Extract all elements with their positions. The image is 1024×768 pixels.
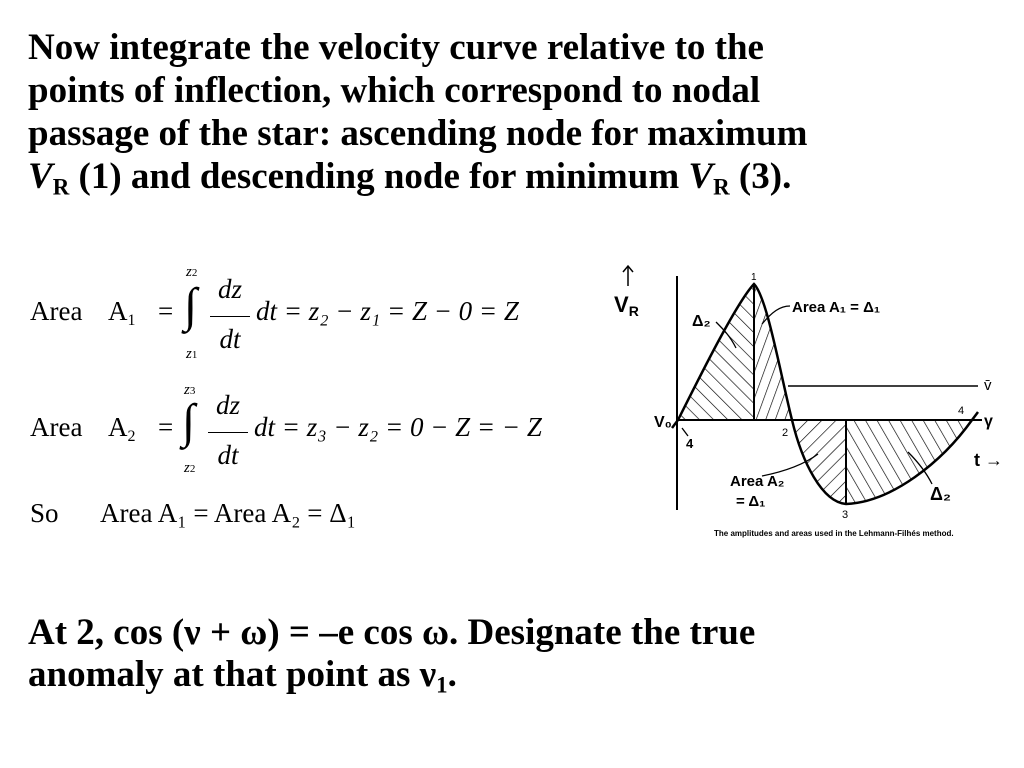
eq2-rhs: dt = z₃ − z₂ = 0 − Z = − Z — [254, 412, 542, 442]
conclusion-line-2-text: anomaly at that point as ν — [28, 654, 437, 695]
eq1-fraction — [210, 270, 250, 360]
area-a2-label-line2: = Δ₁ — [736, 493, 766, 510]
eq2-a: A — [108, 412, 128, 442]
eq1-a-sub: 1 — [127, 311, 136, 329]
eq1-a: A — [108, 296, 128, 326]
eq2-area-name — [108, 412, 136, 446]
eq2-label: Area — [30, 412, 83, 442]
vbar-label: v̄ — [984, 377, 992, 394]
point-1-label: 1 — [751, 272, 757, 283]
velocity-curve-diagram — [612, 262, 1024, 542]
vr-axis-label: VR — [614, 292, 639, 319]
conclusion-line-2 — [28, 654, 1003, 706]
hatched-region-area-a2 — [792, 420, 846, 504]
r-subscript: R — [52, 174, 70, 200]
equation-area-a1 — [30, 262, 590, 372]
eq1-upper-sub: 2 — [191, 267, 198, 279]
eq2-upper-sub: 3 — [189, 385, 196, 397]
v-symbol-2: V — [688, 156, 714, 197]
intro-line-4 — [28, 155, 1003, 208]
eq2-lower-z: z — [184, 460, 190, 476]
eq1-rhs: dt = z₂ − z₁ = Z − 0 = Z — [256, 296, 519, 326]
figure-caption: The amplitudes and areas used in the Lehmann-Filhés method. — [714, 529, 954, 538]
eq3-text: Area A₁ = Area A₂ = Δ₁ — [100, 498, 356, 528]
eq2-denominator: dt — [217, 440, 239, 470]
point-3-label: 3 — [842, 509, 849, 521]
point-2-label: 2 — [782, 427, 789, 439]
intro-line-3: passage of the star: ascending node for maximum — [28, 113, 808, 154]
area-a1-label: Area A₁ = Δ₁ — [792, 299, 881, 316]
eq2-fraction — [208, 386, 248, 476]
eq2-lower-limit — [184, 460, 195, 477]
integral-sign: ∫ — [182, 395, 196, 448]
eq1-equals: = — [158, 296, 174, 326]
eq1-lower-limit — [186, 346, 197, 363]
point-4-right-label: 4 — [958, 405, 965, 417]
intro-line-1: Now integrate the velocity curve relative to the — [28, 27, 764, 68]
integral-sign: ∫ — [184, 279, 198, 332]
eq2-a-sub: 2 — [127, 427, 136, 445]
eq2-numerator: dz — [215, 390, 240, 420]
conclusion-line-1: At 2, cos (ν + ω) = –e cos ω. Designate the true — [28, 612, 756, 653]
v0-label: V₀ — [654, 414, 672, 431]
eq1-lower-sub: 1 — [191, 349, 198, 361]
eq2-equals: = — [158, 412, 174, 442]
intro-paragraph — [28, 26, 1003, 208]
eq1-upper-z: z — [186, 264, 192, 280]
eq1-numerator: dz — [217, 274, 242, 304]
area-a2-label-line1: Area A₂ — [730, 473, 785, 490]
conclusion-paragraph — [28, 612, 1003, 706]
velocity-curve-figure — [612, 262, 1024, 542]
eq2-upper-z: z — [184, 382, 190, 398]
hatched-region-delta2-right — [846, 420, 972, 504]
time-axis-label: t → — [974, 450, 1003, 470]
fraction-bar — [210, 316, 250, 317]
intro-line-2: points of inflection, which correspond to nodal — [28, 70, 761, 111]
delta2-right-label: Δ₂ — [930, 484, 951, 504]
nu-subscript: 1 — [436, 672, 448, 698]
point4-left-leader — [682, 428, 688, 436]
gamma-label: γ — [984, 413, 993, 430]
eq3-so: So — [30, 498, 59, 528]
equation-so — [30, 496, 450, 536]
point-4-left-label: 4 — [686, 436, 694, 451]
v-symbol: V — [28, 156, 53, 197]
r-subscript-2: R — [713, 174, 730, 200]
fraction-bar — [208, 432, 248, 433]
eq1-area-name — [108, 296, 136, 330]
conclusion-line-2-end: . — [447, 654, 457, 695]
delta2-left-label: Δ₂ — [692, 313, 711, 330]
eq1-lower-z: z — [186, 346, 192, 362]
intro-line-4-end: (3). — [738, 156, 792, 197]
eq1-label: Area — [30, 296, 83, 326]
equation-area-a2 — [30, 380, 610, 490]
eq1-denominator: dt — [219, 324, 241, 354]
intro-line-4-middle: (1) and descending node for minimum — [78, 156, 680, 197]
eq2-lower-sub: 2 — [189, 463, 196, 475]
